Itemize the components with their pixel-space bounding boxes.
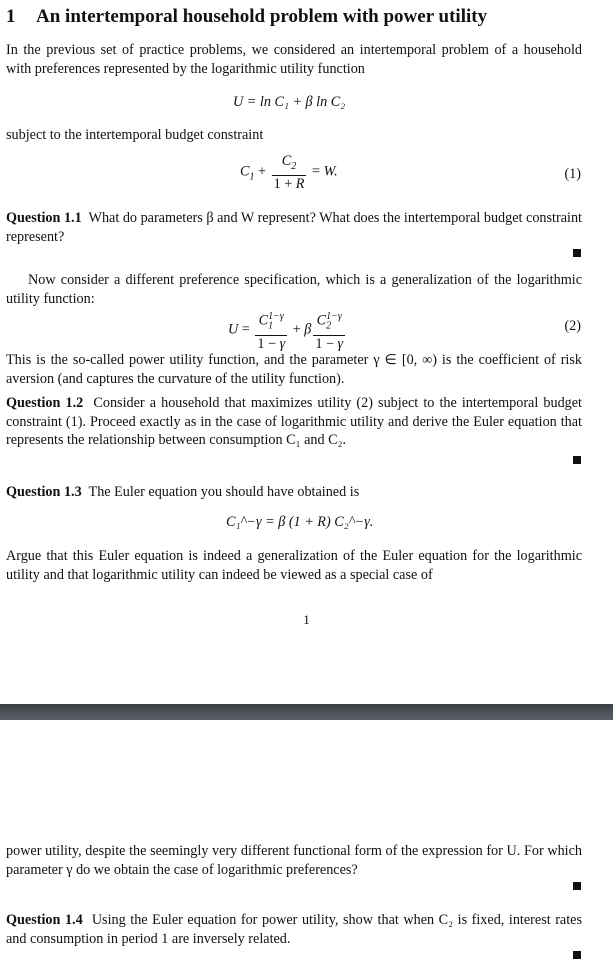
end-of-question-marker <box>573 456 581 464</box>
equation-number-1: (1) <box>564 166 581 182</box>
question-1-4-label: Question 1.4 <box>6 912 83 928</box>
page-separator <box>0 704 613 720</box>
end-of-question-marker <box>573 951 581 959</box>
subject-to-text: subject to the intertemporal budget constraint <box>6 127 264 143</box>
end-of-question-marker <box>573 249 581 257</box>
question-1-3 <box>6 483 582 502</box>
section-heading <box>6 6 487 28</box>
question-1-4-text: Using the Euler equation for power utility, show that when C₂ is fixed, interest rates and consumption in period 1 are inversely related. <box>6 912 582 947</box>
question-1-1 <box>6 209 582 246</box>
question-1-4 <box>6 911 582 948</box>
question-1-3-argue: Argue that this Euler equation is indeed a generalization of the Euler equation for the logarithmic utility and that logarithmic utility can indeed be viewed as a special case of <box>6 548 582 583</box>
question-1-2-label: Question 1.2 <box>6 395 84 411</box>
section-title: An intertemporal household problem with power utility <box>36 6 488 27</box>
question-1-3-text: The Euler equation you should have obtained is <box>88 484 360 500</box>
page-2 <box>0 720 613 977</box>
intro-paragraph: In the previous set of practice problems, we considered an intertemporal problem of a household with preferences represented by the logarithmic utility function <box>6 42 582 77</box>
euler-equation: C₁^−γ = β (1 + R) C₂^−γ. <box>226 514 374 530</box>
budget-constraint-equation: $C_1$ + $\frac{C_2}{1 + R}$ = W. <box>240 153 338 192</box>
question-1-2-text: Consider a household that maximizes utility (2) subject to the intertemporal budget constraint (1). Proceed exactly as in the case of logarithmic utility and derive the Euler equation that represents the relationship between consumption C₁ and C₂. <box>6 395 582 449</box>
power-utility-equation: U = $\frac{C_1^{1-\gamma}}{1 - \gamma}$ + β $\frac{C_2^{1-\gamma}}{1 - \gamma}$ <box>228 311 344 352</box>
question-1-1-text: What do parameters β and W represent? What does the intertemporal budget constraint represent? <box>6 210 582 245</box>
end-of-question-marker <box>573 882 581 890</box>
section-number: 1 <box>6 6 16 27</box>
equation-number-2: (2) <box>564 318 581 334</box>
power-description: This is the so-called power utility function, and the parameter γ ∈ [0, ∞) is the coefficient of risk aversion (and captures the curvature of the utility function). <box>6 352 582 387</box>
question-1-3-continuation: power utility, despite the seemingly very different functional form of the expression for U. For which parameter γ do we obtain the case of logarithmic preferences? <box>6 843 582 878</box>
page-number: 1 <box>303 612 310 627</box>
question-1-2 <box>6 394 582 450</box>
question-1-1-label: Question 1.1 <box>6 210 82 226</box>
power-intro-paragraph: Now consider a different preference specification, which is a generalization of the logarithmic utility function: <box>6 272 582 307</box>
question-1-3-label: Question 1.3 <box>6 484 82 500</box>
log-utility-equation: U = ln C₁ + β ln C₂ <box>233 94 346 110</box>
